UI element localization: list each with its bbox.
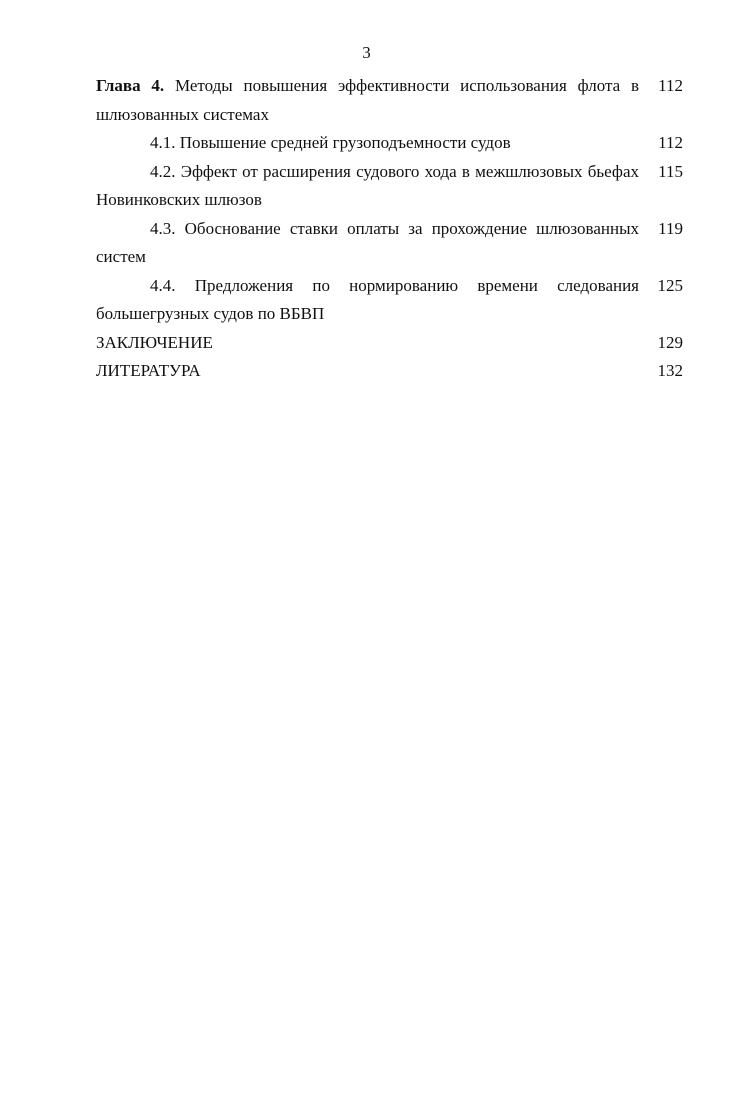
toc-entry-4-1 bbox=[96, 129, 683, 158]
toc-literature bbox=[96, 357, 683, 386]
toc-entry-4-2 bbox=[96, 158, 683, 215]
toc-entry-text: 4.2. Эффект от расширения судового хода в межшлюзовых бьефах Новинковских шлюзов bbox=[96, 161, 639, 209]
toc-entry-text: 4.3. Обоснование ставки оплаты за прохождение шлюзованных систем bbox=[96, 218, 639, 266]
table-of-contents bbox=[96, 72, 683, 386]
page-number: 3 bbox=[362, 43, 371, 62]
toc-page-number: 125 bbox=[657, 275, 683, 295]
toc-entry-4-3 bbox=[96, 215, 683, 272]
toc-page-number: 129 bbox=[657, 332, 683, 352]
toc-chapter-4 bbox=[96, 72, 683, 129]
toc-conclusion bbox=[96, 329, 683, 358]
toc-entry-text: 4.4. Предложения по нормированию времени следования большегрузных судов по ВБВП bbox=[96, 275, 639, 323]
toc-entry-text: 4.1. Повышение средней грузоподъемности судов bbox=[150, 133, 511, 152]
chapter-label: Глава 4. bbox=[96, 76, 165, 95]
chapter-title: Методы повышения эффективности использования флота в шлюзованных системах bbox=[96, 76, 639, 124]
toc-page-number: 112 bbox=[658, 133, 683, 152]
toc-entry-4-4 bbox=[96, 272, 683, 329]
toc-page-number: 119 bbox=[658, 218, 683, 238]
toc-literature-text: ЛИТЕРАТУРА bbox=[96, 361, 201, 380]
toc-page-number: 112 bbox=[658, 76, 683, 95]
toc-conclusion-text: ЗАКЛЮЧЕНИЕ bbox=[96, 332, 213, 352]
toc-page-number: 132 bbox=[657, 361, 683, 380]
toc-chapter-4-text bbox=[96, 72, 639, 129]
toc-page-number: 115 bbox=[658, 161, 683, 181]
